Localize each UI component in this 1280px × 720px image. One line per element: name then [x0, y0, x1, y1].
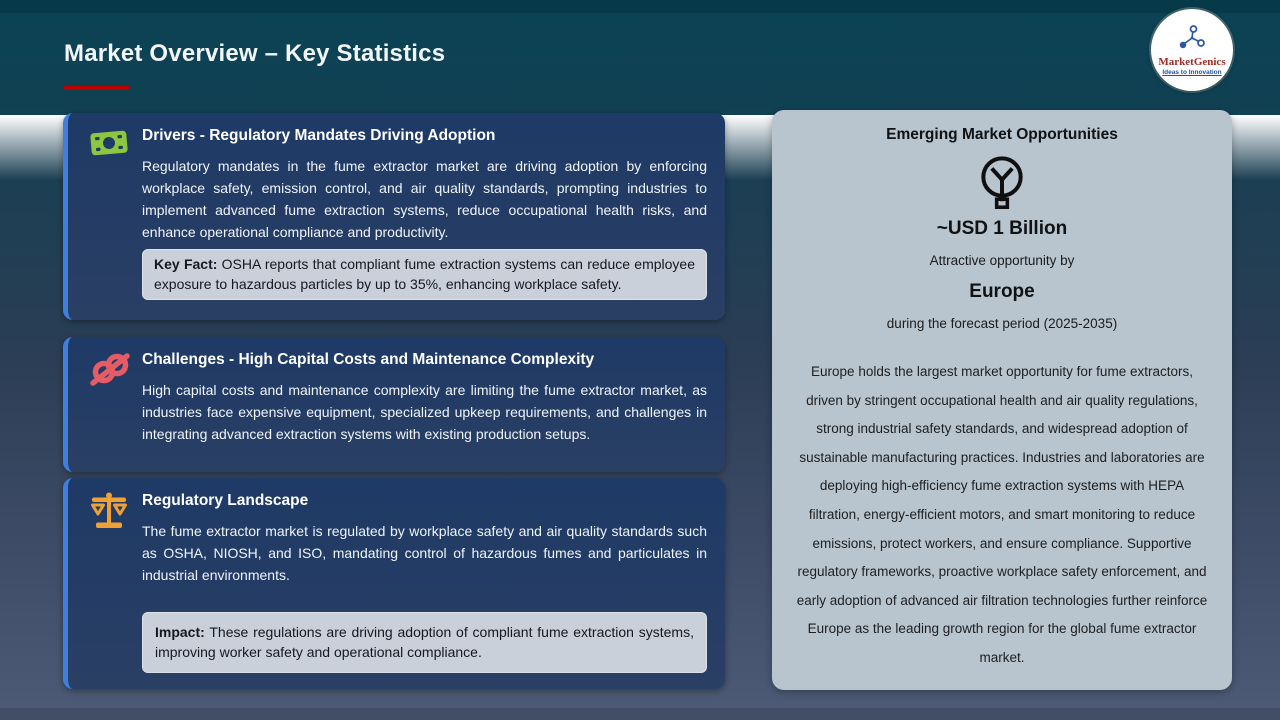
- card-title: Challenges - High Capital Costs and Maintenance Complexity: [142, 351, 595, 368]
- panel-title: Emerging Market Opportunities: [886, 126, 1118, 143]
- top-band: [0, 0, 1280, 13]
- opportunity-period: during the forecast period (2025-2035): [886, 316, 1118, 331]
- impact-box: [142, 612, 707, 673]
- balance-scale-icon: [88, 491, 132, 531]
- opportunity-subtitle: Attractive opportunity by: [929, 253, 1075, 268]
- opportunity-value: ~USD 1 Billion: [936, 218, 1068, 239]
- card-body: The fume extractor market is regulated by workplace safety and air quality standards such as OSHA, NIOSH, and ISO, mandating control of hazardous fumes and particulates in industrial environments.: [142, 523, 707, 583]
- molecule-icon: [1177, 24, 1207, 56]
- fact-label: Impact:: [155, 624, 205, 640]
- key-fact-box: [142, 249, 707, 300]
- title-underline: [64, 86, 129, 90]
- money-icon: [88, 126, 132, 166]
- opportunity-region: Europe: [969, 281, 1035, 302]
- logo-tagline: Ideas to Innovation: [1162, 69, 1222, 76]
- card-regulatory: [63, 478, 725, 689]
- logo: [1151, 9, 1233, 91]
- card-title: Drivers - Regulatory Mandates Driving Adoption: [142, 127, 496, 144]
- fact-text: OSHA reports that compliant fume extraction systems can reduce employee exposure to hazardous particles by up to 35%, enhancing workplace safety.: [154, 256, 695, 292]
- card-body: Regulatory mandates in the fume extractor market are driving adoption by enforcing workplace safety, emission control, and air quality standards, prompting industries to implement advanced fume extraction systems, reduce occupational health risks, and enhance operational compliance and productivity.: [142, 158, 707, 240]
- broken-link-icon: [88, 350, 132, 390]
- opportunity-panel: [772, 110, 1232, 690]
- card-title: Regulatory Landscape: [142, 492, 309, 509]
- card-drivers: [63, 113, 725, 320]
- page-title: Market Overview – Key Statistics: [64, 40, 446, 67]
- bottom-band: [0, 708, 1280, 720]
- opportunity-description: Europe holds the largest market opportunity for fume extractors, driven by stringent occupational health and air quality regulations, strong industrial safety standards, and widespread adoption of sustainable manufacturing practices. Industries and laboratories are deploying high-efficiency fume extraction systems with HEPA filtration, energy-efficient motors, and smart monitoring to reduce emissions, protect workers, and ensure compliance. Supportive regulatory frameworks, proactive workplace safety enforcement, and early adoption of advanced air filtration technologies further reinforce Europe as the leading growth region for the global fume extractor market.: [796, 364, 1208, 665]
- card-challenges: [63, 337, 725, 472]
- logo-name: MarketGenics: [1158, 56, 1226, 68]
- fact-label: Key Fact:: [154, 256, 218, 272]
- lightbulb-icon: [796, 153, 1208, 217]
- fact-text: These regulations are driving adoption of compliant fume extraction systems, improving worker safety and operational compliance.: [155, 624, 694, 660]
- card-body: High capital costs and maintenance complexity are limiting the fume extractor market, as industries face expensive equipment, specialized upkeep requirements, and challenges in integrating advanced extraction systems with existing production setups.: [142, 382, 707, 442]
